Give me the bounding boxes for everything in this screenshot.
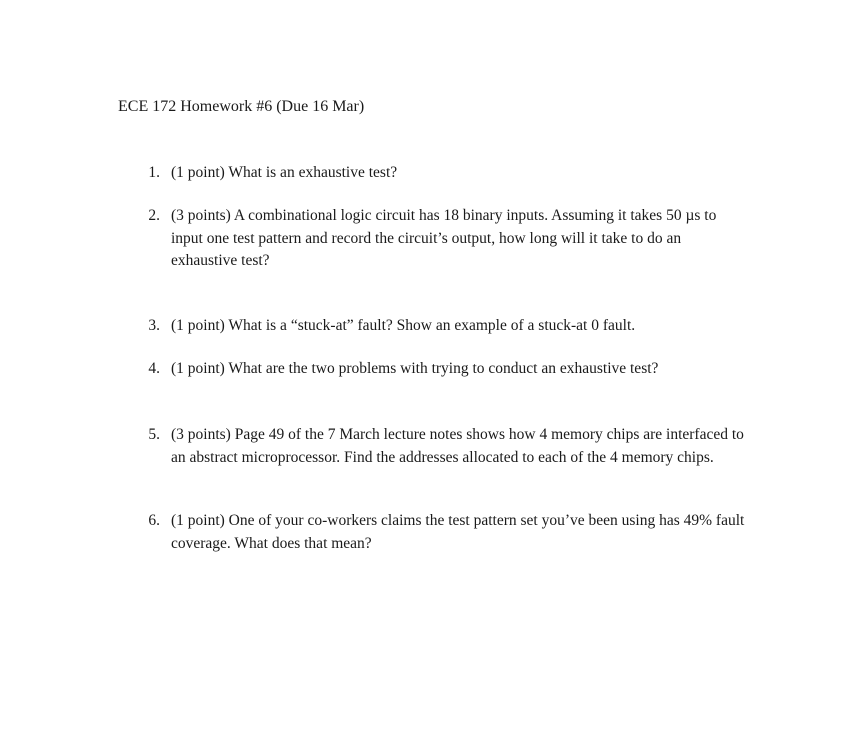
question-number: 6. (148, 512, 160, 529)
question-item (138, 358, 748, 381)
question-number: 4. (148, 360, 160, 377)
question-text: (1 point) What are the two problems with trying to conduct an exhaustive test? (171, 360, 659, 377)
page-title: ECE 172 Homework #6 (Due 16 Mar) (118, 98, 365, 115)
question-item (138, 205, 748, 273)
question-item (138, 510, 748, 555)
question-item (138, 424, 748, 469)
question-number: 3. (148, 317, 160, 334)
question-item (138, 315, 748, 338)
question-text: (1 point) One of your co-workers claims the test pattern set you’ve been using has 49% fault coverage. What does that mean? (171, 512, 745, 552)
question-text: (1 point) What is an exhaustive test? (171, 164, 398, 181)
question-number: 2. (148, 207, 160, 224)
question-text: (3 points) Page 49 of the 7 March lecture notes shows how 4 memory chips are interfaced to an abstract microprocessor. Find the addresses allocated to each of the 4 memory chips. (171, 426, 744, 466)
question-number: 5. (148, 426, 160, 443)
question-text: (1 point) What is a “stuck-at” fault? Show an example of a stuck-at 0 fault. (171, 317, 636, 334)
question-number: 1. (148, 164, 160, 181)
question-text: (3 points) A combinational logic circuit has 18 binary inputs. Assuming it takes 50 µs to input one test pattern and record the circuit’s output, how long will it take to do an exhaustive test? (171, 207, 717, 269)
question-item (138, 162, 748, 185)
